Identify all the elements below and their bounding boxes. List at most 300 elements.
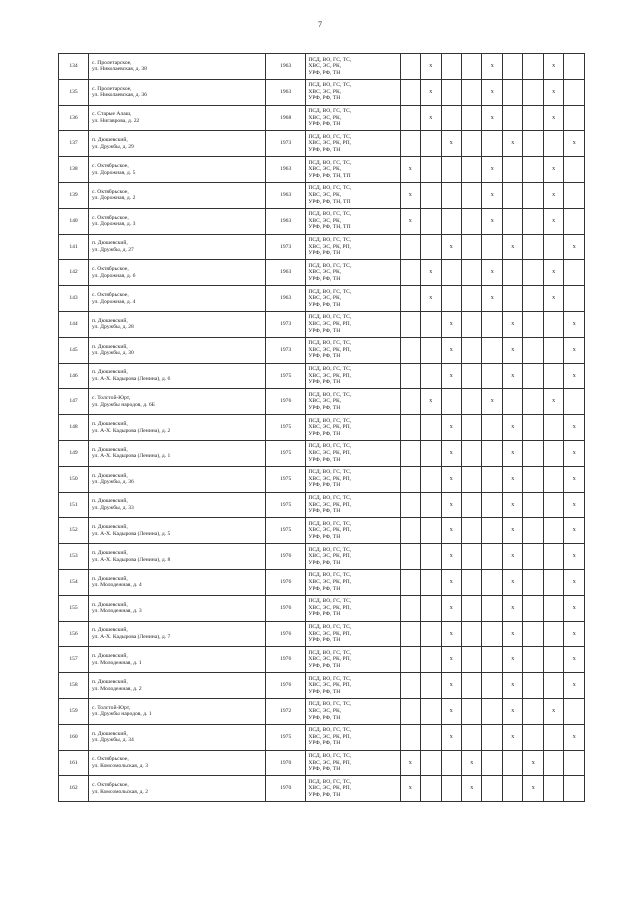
systems-line: ХВС, ЭС, РК, РП,: [308, 372, 352, 379]
mark-cell: [441, 750, 461, 776]
mark-x: x: [490, 217, 494, 224]
mark-cell: [400, 698, 420, 724]
mark-cell: [482, 750, 502, 776]
mark-cell: [421, 673, 441, 699]
mark-cell: [482, 363, 502, 389]
mark-cell: [543, 595, 563, 621]
mark-cell: [543, 492, 563, 518]
page-number: 7: [318, 20, 322, 29]
mark-x: x: [511, 321, 515, 328]
mark-cell: [482, 647, 502, 673]
mark-cell: [462, 698, 482, 724]
settlement-name: п. Дюшевский,: [92, 343, 128, 350]
mark-cell: [543, 750, 563, 776]
systems-line: ПСД, ВО, ГС, ТС,: [308, 211, 352, 218]
street-address: ул. Дорожная, д. 6: [92, 272, 136, 279]
mark-cell: [400, 286, 420, 312]
mark-cell: [400, 363, 420, 389]
mark-cell: [462, 208, 482, 234]
systems-line: ХВС, ЭС, РК, РП,: [308, 501, 352, 508]
systems-line: ХВС, ЭС, РК, РП,: [308, 656, 352, 663]
mark-cell: [523, 698, 543, 724]
address-cell: [89, 440, 266, 466]
settlement-name: с. Октябрьское,: [92, 266, 129, 273]
address-cell: [89, 621, 266, 647]
mark-cell: [502, 260, 522, 286]
address-cell: [89, 466, 266, 492]
mark-x: x: [429, 114, 433, 121]
systems-line: ПСД, ВО, ГС, ТС,: [308, 701, 352, 708]
systems-line: ХВС, ЭС, РК, РП,: [308, 733, 352, 740]
settlement-name: п. Дюшевский,: [92, 653, 128, 660]
build-year: 1973: [266, 131, 306, 157]
mark-x: x: [511, 450, 515, 457]
row-number: 146: [59, 363, 89, 389]
row-number: 137: [59, 131, 89, 157]
mark-x: x: [449, 604, 453, 611]
systems-line: УРФ, РФ, ТН: [308, 611, 341, 618]
mark-x: x: [511, 346, 515, 353]
mark-cell: [523, 105, 543, 131]
mark-x: x: [572, 501, 576, 508]
street-address: ул. Молодежная, д. 2: [92, 685, 142, 692]
mark-cell: [462, 54, 482, 80]
mark-cell: [564, 208, 585, 234]
mark-cell: [502, 157, 522, 183]
mark-cell: [523, 466, 543, 492]
mark-x: x: [572, 733, 576, 740]
table-row: [59, 621, 585, 647]
settlement-name: с. Октябрьское,: [92, 782, 129, 789]
mark-cell: [400, 208, 420, 234]
mark-cell: [543, 466, 563, 492]
systems-line: ХВС, ЭС, РК,: [308, 114, 342, 121]
table-row: [59, 440, 585, 466]
mark-cell: [482, 311, 502, 337]
mark-x: x: [572, 424, 576, 431]
mark-cell: [482, 492, 502, 518]
systems-cell: [306, 518, 400, 544]
systems-line: ХВС, ЭС, РК,: [308, 166, 342, 173]
mark-cell: [564, 54, 585, 80]
mark-cell: [564, 595, 585, 621]
mark-cell: [441, 311, 461, 337]
address-cell: [89, 260, 266, 286]
mark-cell: [502, 647, 522, 673]
systems-line: ХВС, ЭС, РК, РП,: [308, 140, 352, 147]
mark-x: x: [572, 243, 576, 250]
mark-cell: [564, 363, 585, 389]
mark-x: x: [572, 630, 576, 637]
mark-cell: [400, 518, 420, 544]
mark-x: x: [490, 114, 494, 121]
table-row: [59, 363, 585, 389]
systems-line: УРФ, РФ, ТН, ТП: [308, 172, 351, 179]
systems-line: УРФ, РФ, ТН: [308, 740, 341, 747]
mark-x: x: [490, 269, 494, 276]
row-number: 151: [59, 492, 89, 518]
systems-line: ПСД, ВО, ГС, ТС,: [308, 56, 352, 63]
mark-cell: [564, 131, 585, 157]
row-number: 142: [59, 260, 89, 286]
mark-cell: [502, 54, 522, 80]
mark-cell: [421, 492, 441, 518]
street-address: ул. Дружбы, д. 34: [92, 737, 134, 744]
systems-line: УРФ, РФ, ТН: [308, 69, 341, 76]
mark-cell: [523, 260, 543, 286]
table-row: [59, 54, 585, 80]
build-year: 1963: [266, 208, 306, 234]
street-address: ул. Дорожная, д. 4: [92, 298, 136, 305]
mark-cell: [441, 440, 461, 466]
address-cell: [89, 415, 266, 441]
systems-line: ХВС, ЭС, РК, РП,: [308, 243, 352, 250]
mark-x: x: [552, 166, 556, 173]
mark-cell: [523, 131, 543, 157]
street-address: ул. Комсомольская, д. 2: [92, 788, 149, 795]
systems-cell: [306, 131, 400, 157]
table-row: [59, 466, 585, 492]
systems-line: УРФ, РФ, ТН: [308, 301, 341, 308]
systems-cell: [306, 54, 400, 80]
systems-cell: [306, 260, 400, 286]
street-address: ул. А-Х. Кадырова (Ленина), д. 5: [92, 530, 171, 537]
mark-x: x: [490, 88, 494, 95]
mark-cell: [400, 311, 420, 337]
mark-cell: [482, 260, 502, 286]
mark-cell: [523, 492, 543, 518]
mark-cell: [502, 698, 522, 724]
systems-line: УРФ, РФ, ТН: [308, 663, 341, 670]
table-row: [59, 698, 585, 724]
row-number: 134: [59, 54, 89, 80]
row-number: 140: [59, 208, 89, 234]
systems-line: УРФ, РФ, ТН: [308, 766, 341, 773]
row-number: 162: [59, 776, 89, 802]
systems-line: ПСД, ВО, ГС, ТС,: [308, 443, 352, 450]
mark-x: x: [572, 527, 576, 534]
systems-line: ПСД, ВО, ГС, ТС,: [308, 340, 352, 347]
mark-cell: [482, 569, 502, 595]
mark-cell: [502, 286, 522, 312]
mark-x: x: [449, 243, 453, 250]
street-address: ул. Дружбы народов, д. 6Б: [92, 401, 155, 408]
mark-cell: [400, 673, 420, 699]
build-year: 1963: [266, 79, 306, 105]
systems-line: ХВС, ЭС, РК,: [308, 269, 342, 276]
systems-cell: [306, 595, 400, 621]
table-row: [59, 105, 585, 131]
mark-cell: [502, 492, 522, 518]
table-row: [59, 569, 585, 595]
mark-cell: [502, 544, 522, 570]
mark-cell: [543, 776, 563, 802]
mark-cell: [441, 776, 461, 802]
mark-x: x: [449, 346, 453, 353]
systems-line: УРФ, РФ, ТН: [308, 792, 341, 798]
mark-x: x: [490, 192, 494, 199]
mark-cell: [523, 647, 543, 673]
mark-x: x: [511, 656, 515, 663]
mark-cell: [441, 260, 461, 286]
mark-cell: [502, 363, 522, 389]
mark-cell: [462, 157, 482, 183]
build-year: 1975: [266, 518, 306, 544]
row-number: 159: [59, 698, 89, 724]
systems-line: УРФ, РФ, ТН: [308, 637, 341, 644]
mark-cell: [462, 492, 482, 518]
table-row: [59, 131, 585, 157]
mark-x: x: [408, 166, 412, 173]
mark-x: x: [429, 88, 433, 95]
mark-x: x: [449, 579, 453, 586]
mark-cell: [462, 389, 482, 415]
mark-x: x: [511, 553, 515, 560]
address-cell: [89, 79, 266, 105]
systems-line: УРФ, РФ, ТН: [308, 327, 341, 334]
systems-cell: [306, 286, 400, 312]
row-number: 158: [59, 673, 89, 699]
systems-line: ХВС, ЭС, РК,: [308, 708, 342, 715]
mark-cell: [462, 311, 482, 337]
mark-x: x: [511, 579, 515, 586]
row-number: 161: [59, 750, 89, 776]
settlement-name: п. Дюшевский,: [92, 240, 128, 247]
street-address: ул. А-Х. Кадырова (Ленина), д. 2: [92, 427, 171, 434]
mark-x: x: [449, 527, 453, 534]
mark-x: x: [449, 321, 453, 328]
mark-cell: [543, 389, 563, 415]
systems-line: ПСД, ВО, ГС, ТС,: [308, 314, 352, 321]
mark-cell: [482, 182, 502, 208]
mark-cell: [400, 544, 420, 570]
settlement-name: с. Толстой-Юрт,: [92, 395, 131, 402]
street-address: ул. Дорожная, д. 3: [92, 221, 136, 228]
mark-cell: [523, 54, 543, 80]
mark-cell: [482, 518, 502, 544]
systems-line: ПСД, ВО, ГС, ТС,: [308, 133, 352, 140]
mark-x: x: [408, 192, 412, 199]
address-cell: [89, 724, 266, 750]
build-year: 1963: [266, 157, 306, 183]
mark-x: x: [572, 372, 576, 379]
systems-line: ПСД, ВО, ГС, ТС,: [308, 469, 352, 476]
mark-cell: [400, 182, 420, 208]
mark-cell: [462, 286, 482, 312]
settlement-name: с. Толстой-Юрт,: [92, 704, 131, 711]
mark-cell: [441, 389, 461, 415]
address-cell: [89, 518, 266, 544]
address-cell: [89, 131, 266, 157]
systems-cell: [306, 105, 400, 131]
address-cell: [89, 337, 266, 363]
table-row: [59, 79, 585, 105]
mark-cell: [421, 131, 441, 157]
settlement-name: п. Дюшевский,: [92, 601, 128, 608]
mark-cell: [462, 776, 482, 802]
mark-cell: [502, 595, 522, 621]
settlement-name: п. Дюшевский,: [92, 446, 128, 453]
mark-x: x: [449, 656, 453, 663]
table-row: [59, 182, 585, 208]
mark-cell: [482, 105, 502, 131]
address-cell: [89, 595, 266, 621]
systems-cell: [306, 337, 400, 363]
mark-cell: [543, 311, 563, 337]
systems-cell: [306, 647, 400, 673]
systems-line: ХВС, ЭС, РК, РП,: [308, 527, 352, 534]
mark-cell: [462, 234, 482, 260]
mark-cell: [462, 440, 482, 466]
mark-cell: [441, 544, 461, 570]
mark-cell: [564, 673, 585, 699]
mark-cell: [502, 724, 522, 750]
mark-cell: [441, 182, 461, 208]
mark-cell: [482, 673, 502, 699]
row-number: 155: [59, 595, 89, 621]
mark-cell: [462, 466, 482, 492]
mark-cell: [400, 234, 420, 260]
address-cell: [89, 750, 266, 776]
mark-cell: [482, 157, 502, 183]
table-row: [59, 208, 585, 234]
mark-cell: [421, 389, 441, 415]
mark-cell: [543, 544, 563, 570]
table-row: [59, 337, 585, 363]
mark-cell: [482, 337, 502, 363]
address-cell: [89, 157, 266, 183]
row-number: 139: [59, 182, 89, 208]
mark-x: x: [490, 295, 494, 302]
table-row: [59, 415, 585, 441]
mark-cell: [400, 337, 420, 363]
address-cell: [89, 182, 266, 208]
mark-cell: [400, 776, 420, 802]
settlement-name: п. Дюшевский,: [92, 369, 128, 376]
systems-line: ХВС, ЭС, РК,: [308, 88, 342, 95]
build-year: 1972: [266, 698, 306, 724]
systems-line: УРФ, РФ, ТН: [308, 559, 341, 566]
mark-cell: [543, 260, 563, 286]
systems-line: ХВС, ЭС, РК,: [308, 217, 342, 224]
systems-line: УРФ, РФ, ТН: [308, 430, 341, 437]
mark-x: x: [408, 785, 412, 792]
street-address: ул. Дорожная, д. 2: [92, 195, 136, 202]
mark-cell: [441, 79, 461, 105]
systems-line: ХВС, ЭС, РК, РП,: [308, 630, 352, 637]
mark-x: x: [449, 475, 453, 482]
mark-cell: [564, 492, 585, 518]
systems-line: ПСД, ВО, ГС, ТС,: [308, 572, 352, 579]
street-address: ул. Дружбы, д. 29: [92, 143, 134, 150]
mark-cell: [523, 415, 543, 441]
build-year: 1975: [266, 363, 306, 389]
mark-cell: [421, 466, 441, 492]
mark-cell: [462, 673, 482, 699]
systems-cell: [306, 311, 400, 337]
mark-cell: [482, 621, 502, 647]
mark-cell: [502, 776, 522, 802]
mark-cell: [421, 311, 441, 337]
settlement-name: п. Дюшевский,: [92, 472, 128, 479]
mark-cell: [502, 337, 522, 363]
mark-cell: [482, 79, 502, 105]
systems-line: ПСД, ВО, ГС, ТС,: [308, 624, 352, 631]
mark-cell: [564, 337, 585, 363]
mark-x: x: [449, 501, 453, 508]
build-year: 1975: [266, 724, 306, 750]
mark-cell: [502, 389, 522, 415]
systems-line: УРФ, РФ, ТН, ТП: [308, 198, 351, 205]
mark-cell: [543, 698, 563, 724]
systems-line: ПСД, ВО, ГС, ТС,: [308, 262, 352, 269]
mark-cell: [421, 544, 441, 570]
mark-cell: [421, 750, 441, 776]
address-cell: [89, 311, 266, 337]
mark-x: x: [531, 759, 535, 766]
systems-cell: [306, 157, 400, 183]
table-row: [59, 286, 585, 312]
mark-cell: [543, 518, 563, 544]
mark-x: x: [572, 553, 576, 560]
mark-cell: [400, 492, 420, 518]
systems-line: ПСД, ВО, ГС, ТС,: [308, 237, 352, 244]
table-row: [59, 776, 585, 802]
mark-cell: [462, 724, 482, 750]
systems-line: ХВС, ЭС, РК, РП,: [308, 475, 352, 482]
systems-line: УРФ, РФ, ТН: [308, 95, 341, 102]
mark-cell: [543, 569, 563, 595]
mark-cell: [421, 79, 441, 105]
mark-x: x: [429, 398, 433, 405]
systems-cell: [306, 492, 400, 518]
systems-line: ПСД, ВО, ГС, ТС,: [308, 675, 352, 682]
systems-cell: [306, 724, 400, 750]
build-year: 1976: [266, 544, 306, 570]
mark-cell: [482, 389, 502, 415]
systems-cell: [306, 415, 400, 441]
mark-cell: [441, 415, 461, 441]
mark-cell: [543, 363, 563, 389]
systems-line: ПСД, ВО, ГС, ТС,: [308, 288, 352, 295]
row-number: 152: [59, 518, 89, 544]
street-address: ул. А-Х. Кадырова (Ленина), д. 8: [92, 556, 171, 563]
systems-cell: [306, 440, 400, 466]
mark-cell: [482, 208, 502, 234]
mark-cell: [564, 776, 585, 802]
systems-line: ХВС, ЭС, РК, РП,: [308, 785, 352, 792]
mark-cell: [400, 595, 420, 621]
mark-cell: [523, 157, 543, 183]
mark-cell: [564, 544, 585, 570]
mark-cell: [502, 234, 522, 260]
systems-line: УРФ, РФ, ТН: [308, 353, 341, 360]
build-year: 1976: [266, 595, 306, 621]
table-row: [59, 518, 585, 544]
table-row: [59, 724, 585, 750]
row-number: 148: [59, 415, 89, 441]
mark-cell: [441, 698, 461, 724]
mark-cell: [441, 595, 461, 621]
row-number: 149: [59, 440, 89, 466]
address-cell: [89, 569, 266, 595]
row-number: 154: [59, 569, 89, 595]
mark-cell: [421, 54, 441, 80]
mark-cell: [523, 595, 543, 621]
street-address: ул. Николаевская, д. 36: [92, 92, 147, 99]
systems-cell: [306, 673, 400, 699]
mark-cell: [421, 724, 441, 750]
